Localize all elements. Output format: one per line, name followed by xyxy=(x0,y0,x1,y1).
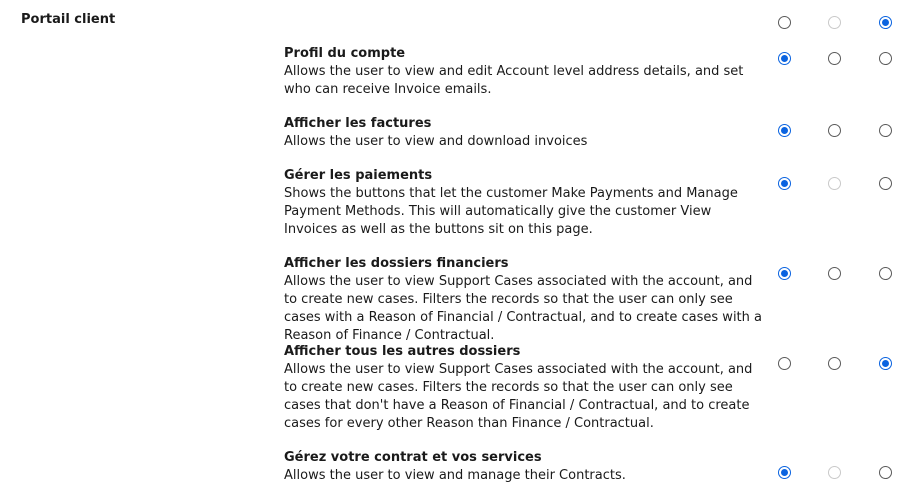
permission-description: Allows the user to view and manage their Contracts. xyxy=(284,468,626,483)
permission-afficher-factures xyxy=(284,115,764,151)
paiements-radio-3[interactable] xyxy=(879,177,892,190)
contrat-radio-3[interactable] xyxy=(879,466,892,479)
permission-contrat-services xyxy=(284,449,764,485)
autres-radio-3[interactable] xyxy=(879,357,892,370)
permission-dossiers-financiers xyxy=(284,255,764,345)
financiers-radio-2[interactable] xyxy=(828,267,841,280)
section-radio-1[interactable] xyxy=(778,16,791,29)
permission-autres-dossiers xyxy=(284,343,764,433)
profil-radio-3[interactable] xyxy=(879,52,892,65)
permission-description: Allows the user to view and download invoices xyxy=(284,134,588,149)
autres-radio-1[interactable] xyxy=(778,357,791,370)
permission-title: Profil du compte xyxy=(284,46,406,61)
financiers-radio-3[interactable] xyxy=(879,267,892,280)
permission-profil-du-compte xyxy=(284,45,764,99)
section-radio-3[interactable] xyxy=(879,16,892,29)
factures-radio-3[interactable] xyxy=(879,124,892,137)
contrat-radio-2 xyxy=(828,466,841,479)
permission-description: Allows the user to view Support Cases associated with the account, and to create new cases. Filters the records so that the user can only see cases with a Reason of Financial / Contractual, and to create cases with a Reason of Finance / Contractual. xyxy=(284,274,762,343)
permission-description: Allows the user to view and edit Account level address details, and set who can receive Invoice emails. xyxy=(284,64,744,97)
contrat-radio-1[interactable] xyxy=(778,466,791,479)
factures-radio-2[interactable] xyxy=(828,124,841,137)
factures-radio-1[interactable] xyxy=(778,124,791,137)
permission-description: Shows the buttons that let the customer Make Payments and Manage Payment Methods. This will automatically give the customer View Invoices as well as the buttons sit on this page. xyxy=(284,186,738,237)
paiements-radio-2 xyxy=(828,177,841,190)
financiers-radio-1[interactable] xyxy=(778,267,791,280)
profil-radio-2[interactable] xyxy=(828,52,841,65)
profil-radio-1[interactable] xyxy=(778,52,791,65)
permission-title: Afficher les dossiers financiers xyxy=(284,256,509,271)
permission-description: Allows the user to view Support Cases associated with the account, and to create new cases. Filters the records so that the user can only see cases that don't have a Reason of Financial / Contractual, and to create cases for every other Reason than Finance / Contractual. xyxy=(284,362,753,431)
autres-radio-2[interactable] xyxy=(828,357,841,370)
permission-title: Gérer les paiements xyxy=(284,168,433,183)
permission-title: Afficher les factures xyxy=(284,116,432,131)
section-title: Portail client xyxy=(21,12,116,27)
section-radio-2 xyxy=(828,16,841,29)
permission-title: Gérez votre contrat et vos services xyxy=(284,450,542,465)
paiements-radio-1[interactable] xyxy=(778,177,791,190)
permission-gerer-paiements xyxy=(284,167,764,239)
permission-title: Afficher tous les autres dossiers xyxy=(284,344,521,359)
